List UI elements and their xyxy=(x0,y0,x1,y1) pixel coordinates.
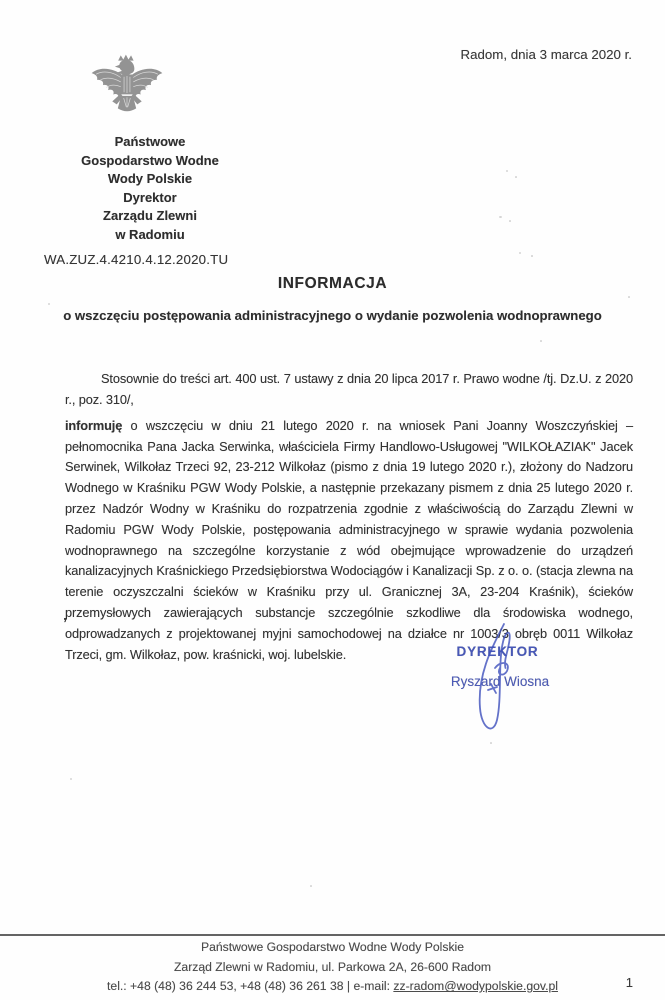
document-subtitle: o wszczęciu postępowania administracyjnego o wydanie pozwolenia wodnoprawnego xyxy=(63,308,602,323)
letterhead-line: Gospodarstwo Wodne xyxy=(81,152,219,168)
scan-noise-speck xyxy=(628,296,630,298)
scan-noise-speck xyxy=(515,176,517,178)
scan-noise-speck xyxy=(509,220,511,222)
paragraph-legal-basis: Stosownie do treści art. 400 ust. 7 ustawy z dnia 20 lipca 2017 r. Prawo wodne /tj. Dz.U. z 2020 r., poz. 310/, xyxy=(65,370,633,407)
letterhead-line: Państwowe xyxy=(114,134,186,149)
scan-noise-speck xyxy=(540,340,542,342)
signature-role: DYREKTOR xyxy=(456,644,539,659)
document-title: INFORMACJA xyxy=(277,275,388,292)
signature-block xyxy=(425,620,635,770)
letterhead xyxy=(40,133,260,245)
date-line: Radom, dnia 3 marca 2020 r. xyxy=(460,47,632,62)
letterhead-line: w Radomiu xyxy=(115,226,185,242)
paragraph-main-rest: o wszczęciu w dniu 21 lutego 2020 r. na wniosek Pani Joanny Woszczyńskiej – pełnomocnika Pana Jacka Serwinka, właściciela Firmy Handlowo-Usługowej "WILKOŁAZIAK" Jacek Serwinek, Wilkołaz Trzeci 92, 23-212 Wilkołaz (pismo z dnia 19 lutego 2020 r.), złożony do Nadzoru Wodnego w Kraśniku PGW Wody Polskie, a następnie przekazany pismem z dnia 25 lutego 2020 r. przez Nadzór Wodny w Kraśniku do rozpatrzenia zgodnie z właściwością do Zarządu Zlewni w Radomiu PGW Wody Polskie, postępowania administracyjnego w sprawie wydania pozwolenia wodnoprawnego na szczególne korzystanie z wód obejmujące wprowadzenie do urządzeń kanalizacyjnych Kraśnickiego Przedsiębiorstwa Wodociągów i Kanalizacji Sp. z o. o. (stacja zlewna na terenie oczyszczalni ścieków w Kraśniku przy ul. Granicznej 3A, 23-204 Kraśnik), ścieków przemysłowych zawierających substancje szczególnie szkodliwe dla środowiska wodnego, odprowadzanych z projektowanej myjni samochodowej na działce nr 1003/3 obręb 0011 Wilkołaz Trzeci, gm. Wilkołaz, pow. kraśnicki, woj. lubelskie. xyxy=(65,417,633,662)
page-number: 1 xyxy=(625,975,633,990)
handwritten-signature-icon xyxy=(465,620,555,755)
letterhead-line: Wody Polskie xyxy=(107,171,193,187)
scan-noise-speck xyxy=(490,742,492,744)
scan-noise-speck xyxy=(310,885,312,887)
footer-contact-line xyxy=(0,977,665,997)
footer-phone: tel.: +48 (48) 36 244 53, +48 (48) 36 261 38 | e-mail: xyxy=(107,979,394,994)
stray-ink-mark: ’ xyxy=(63,615,68,632)
scan-noise-speck xyxy=(48,303,50,305)
footer-divider xyxy=(0,934,665,936)
scan-noise-speck xyxy=(519,252,521,254)
scan-noise-speck xyxy=(506,170,508,172)
letterhead-line: Dyrektor xyxy=(123,189,177,205)
signature-name: Ryszard Wiosna xyxy=(450,674,550,689)
footer-address-line: Zarząd Zlewni w Radomiu, ul. Parkowa 2A, 26-600 Radom xyxy=(173,959,492,974)
scan-noise-speck xyxy=(70,778,72,780)
footer xyxy=(0,938,665,997)
scan-noise-speck xyxy=(531,255,533,257)
reference-number: WA.ZUZ.4.4210.4.12.2020.TU xyxy=(44,252,229,267)
polish-eagle-emblem-icon xyxy=(88,50,166,130)
paragraph-main-lead: informuję xyxy=(65,417,123,433)
scan-noise-speck xyxy=(499,216,502,218)
footer-org-line: Państwowe Gospodarstwo Wodne Wody Polskie xyxy=(200,940,465,954)
letterhead-line: Zarządu Zlewni xyxy=(103,208,197,224)
footer-email-link[interactable]: zz-radom@wodypolskie.gov.pl xyxy=(393,979,558,994)
